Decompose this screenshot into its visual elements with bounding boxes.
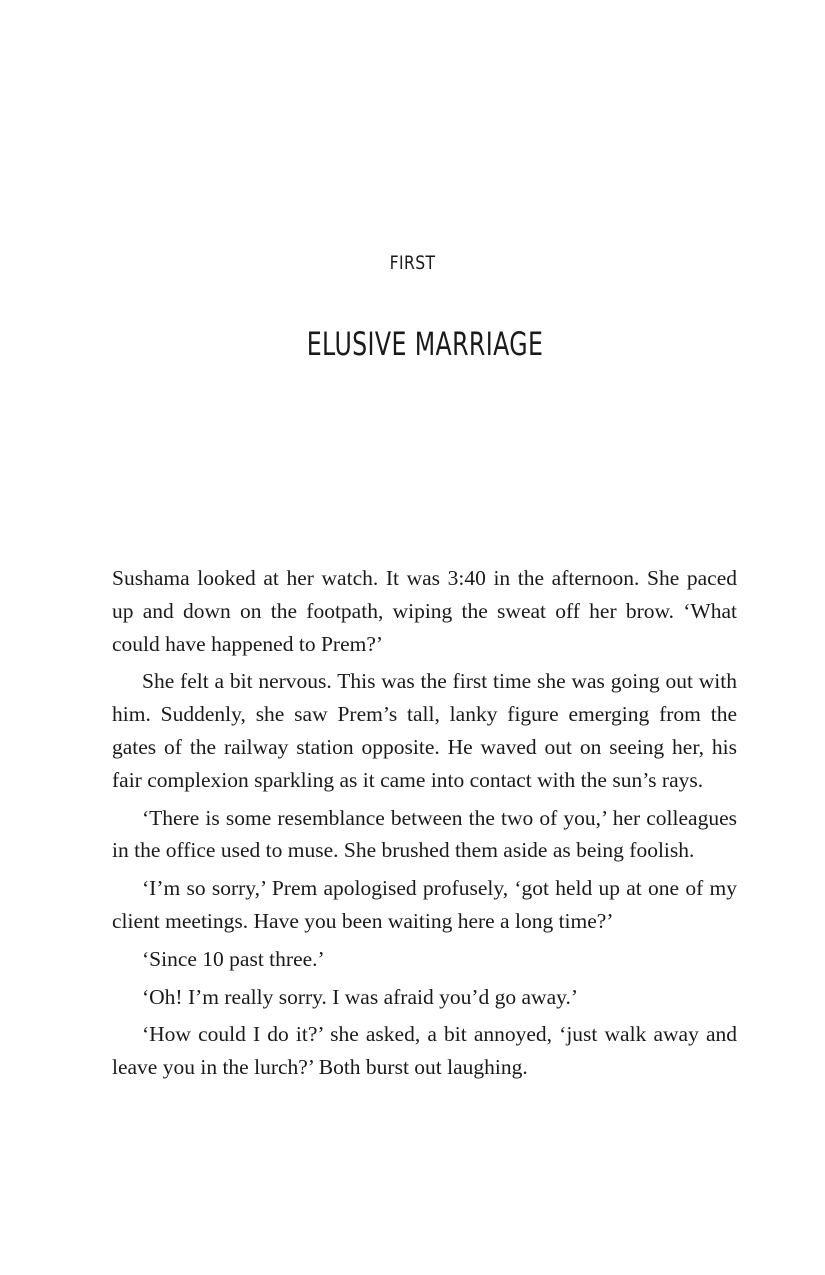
paragraph-1: Sushama looked at her watch. It was 3:40 in the afternoon. She paced up and down on the footpath, wiping the sweat off her brow. ‘What could have happened to Prem?’: [112, 566, 737, 656]
paragraph-5: ‘Since 10 past three.’: [142, 946, 325, 971]
chapter-label: FIRST: [389, 252, 436, 274]
paragraph-7: ‘How could I do it?’ she asked, a bit annoyed, ‘just walk away and leave you in the lurch?’ Both burst out laughing.: [112, 1022, 737, 1080]
paragraph-2: She felt a bit nervous. This was the first time she was going out with him. Suddenly, she saw Prem’s tall, lanky figure emerging from the gates of the railway station opposite. He waved out on seeing her, his fair complexion sparkling as it came into contact with the sun’s rays.: [112, 669, 737, 792]
paragraph-6: ‘Oh! I’m really sorry. I was afraid you’d go away.’: [142, 984, 579, 1009]
paragraph-3: ‘There is some resemblance between the two of you,’ her colleagues in the office used to muse. She brushed them aside as being foolish.: [112, 805, 737, 863]
body-text: [112, 562, 737, 1089]
paragraph-4: ‘I’m so sorry,’ Prem apologised profusely, ‘got held up at one of my client meetings. Have you been waiting here a long time?’: [112, 876, 737, 933]
chapter-title: ELUSIVE MARRIAGE: [306, 325, 544, 363]
